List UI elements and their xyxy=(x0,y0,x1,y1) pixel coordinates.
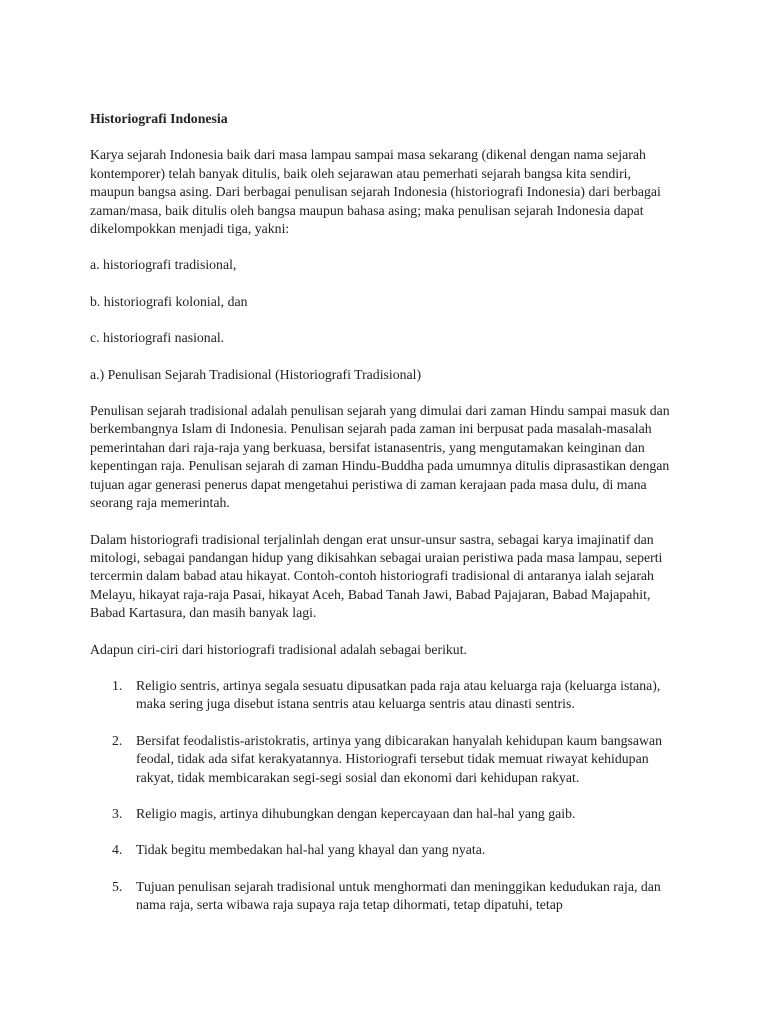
characteristics-list xyxy=(90,677,670,915)
list-item-text: Religio magis, artinya dihubungkan dengan kepercayaan dan hal-hal yang gaib. xyxy=(136,805,576,821)
paragraph-literary-elements: Dalam historiografi tradisional terjalinlah dengan erat unsur-unsur sastra, sebagai karya imajinatif dan mitologi, sebagai pandangan hidup yang dikisahkan sebagai uraian peristiwa pada masa lampau, seperti tercermin dalam babad atau hikayat. Contoh-contoh historiografi tradisional di antaranya ialah sejarah Melayu, hikayat raja-raja Pasai, hikayat Aceh, Babad Tanah Jawi, Babad Pajajaran, Babad Majapahit, Babad Kartasura, dan masih banyak lagi. xyxy=(90,531,663,621)
list-item-text: Tujuan penulisan sejarah tradisional untuk menghormati dan meninggikan kedudukan raja, dan nama raja, serta wibawa raja supaya raja tetap dihormati, tetap dipatuhi, tetap xyxy=(136,878,661,913)
section-heading: a.) Penulisan Sejarah Tradisional (Historiografi Tradisional) xyxy=(90,366,422,382)
list-item-number: 4. xyxy=(112,842,123,858)
list-item xyxy=(90,677,670,714)
list-item-text: Bersifat feodalistis-aristokratis, artinya yang dibicarakan hanyalah kehidupan kaum bangsawan feodal, tidak ada sifat kerakyatannya. Historiografi tersebut tidak memuat riwayat kehidupan rakyat, tidak membicarakan segi-segi sosial dan ekonomi dari kehidupan rakyat. xyxy=(136,732,663,785)
list-item-number: 3. xyxy=(112,805,123,821)
list-item xyxy=(90,841,670,859)
paragraph-traditional-definition: Penulisan sejarah tradisional adalah penulisan sejarah yang dimulai dari zaman Hindu sampai masuk dan berkembangnya Islam di Indonesia. Penulisan sejarah pada zaman ini berpusat pada masalah-masalah pemerintahan dari raja-raja yang berkuasa, bersifat istanasentris, yang mengutamakan keinginan dan kepentingan raja. Penulisan sejarah di zaman Hindu-Buddha pada umumnya ditulis diprasastikan dengan tujuan agar generasi penerus dapat mengetahui peristiwa di zaman kerajaan pada masa dulu, di mana seorang raja memerintah. xyxy=(90,403,670,511)
list-item-text: Religio sentris, artinya segala sesuatu dipusatkan pada raja atau keluarga raja (keluarga istana), maka sering juga disebut istana sentris atau keluarga sentris atau dinasti sentris. xyxy=(136,677,661,712)
intro-paragraph: Karya sejarah Indonesia baik dari masa lampau sampai masa sekarang (dikenal dengan nama sejarah kontemporer) telah banyak ditulis, baik oleh sejarawan atau pemerhati sejarah bangsa kita sendiri, maupun bangsa asing. Dari berbagai penulisan sejarah Indonesia (historiografi Indonesia) dari berbagai zaman/masa, baik ditulis oleh bangsa maupun bahasa asing; maka penulisan sejarah Indonesia dapat dikelompokkan menjadi tiga, yakni: xyxy=(90,147,661,237)
document-page xyxy=(90,110,670,933)
list-item xyxy=(90,805,670,823)
list-item-number: 5. xyxy=(112,878,123,894)
type-item-a: a. historiografi tradisional, xyxy=(90,257,237,273)
type-item-b: b. historiografi kolonial, dan xyxy=(90,293,248,309)
list-item-number: 1. xyxy=(112,677,123,693)
document-title: Historiografi Indonesia xyxy=(90,111,228,126)
list-item-text: Tidak begitu membedakan hal-hal yang khayal dan yang nyata. xyxy=(136,842,486,858)
paragraph-characteristics-intro: Adapun ciri-ciri dari historiografi tradisional adalah sebagai berikut. xyxy=(90,641,467,657)
list-item xyxy=(90,732,670,787)
type-item-c: c. historiografi nasional. xyxy=(90,330,225,346)
list-item xyxy=(90,878,670,915)
list-item-number: 2. xyxy=(112,732,123,748)
